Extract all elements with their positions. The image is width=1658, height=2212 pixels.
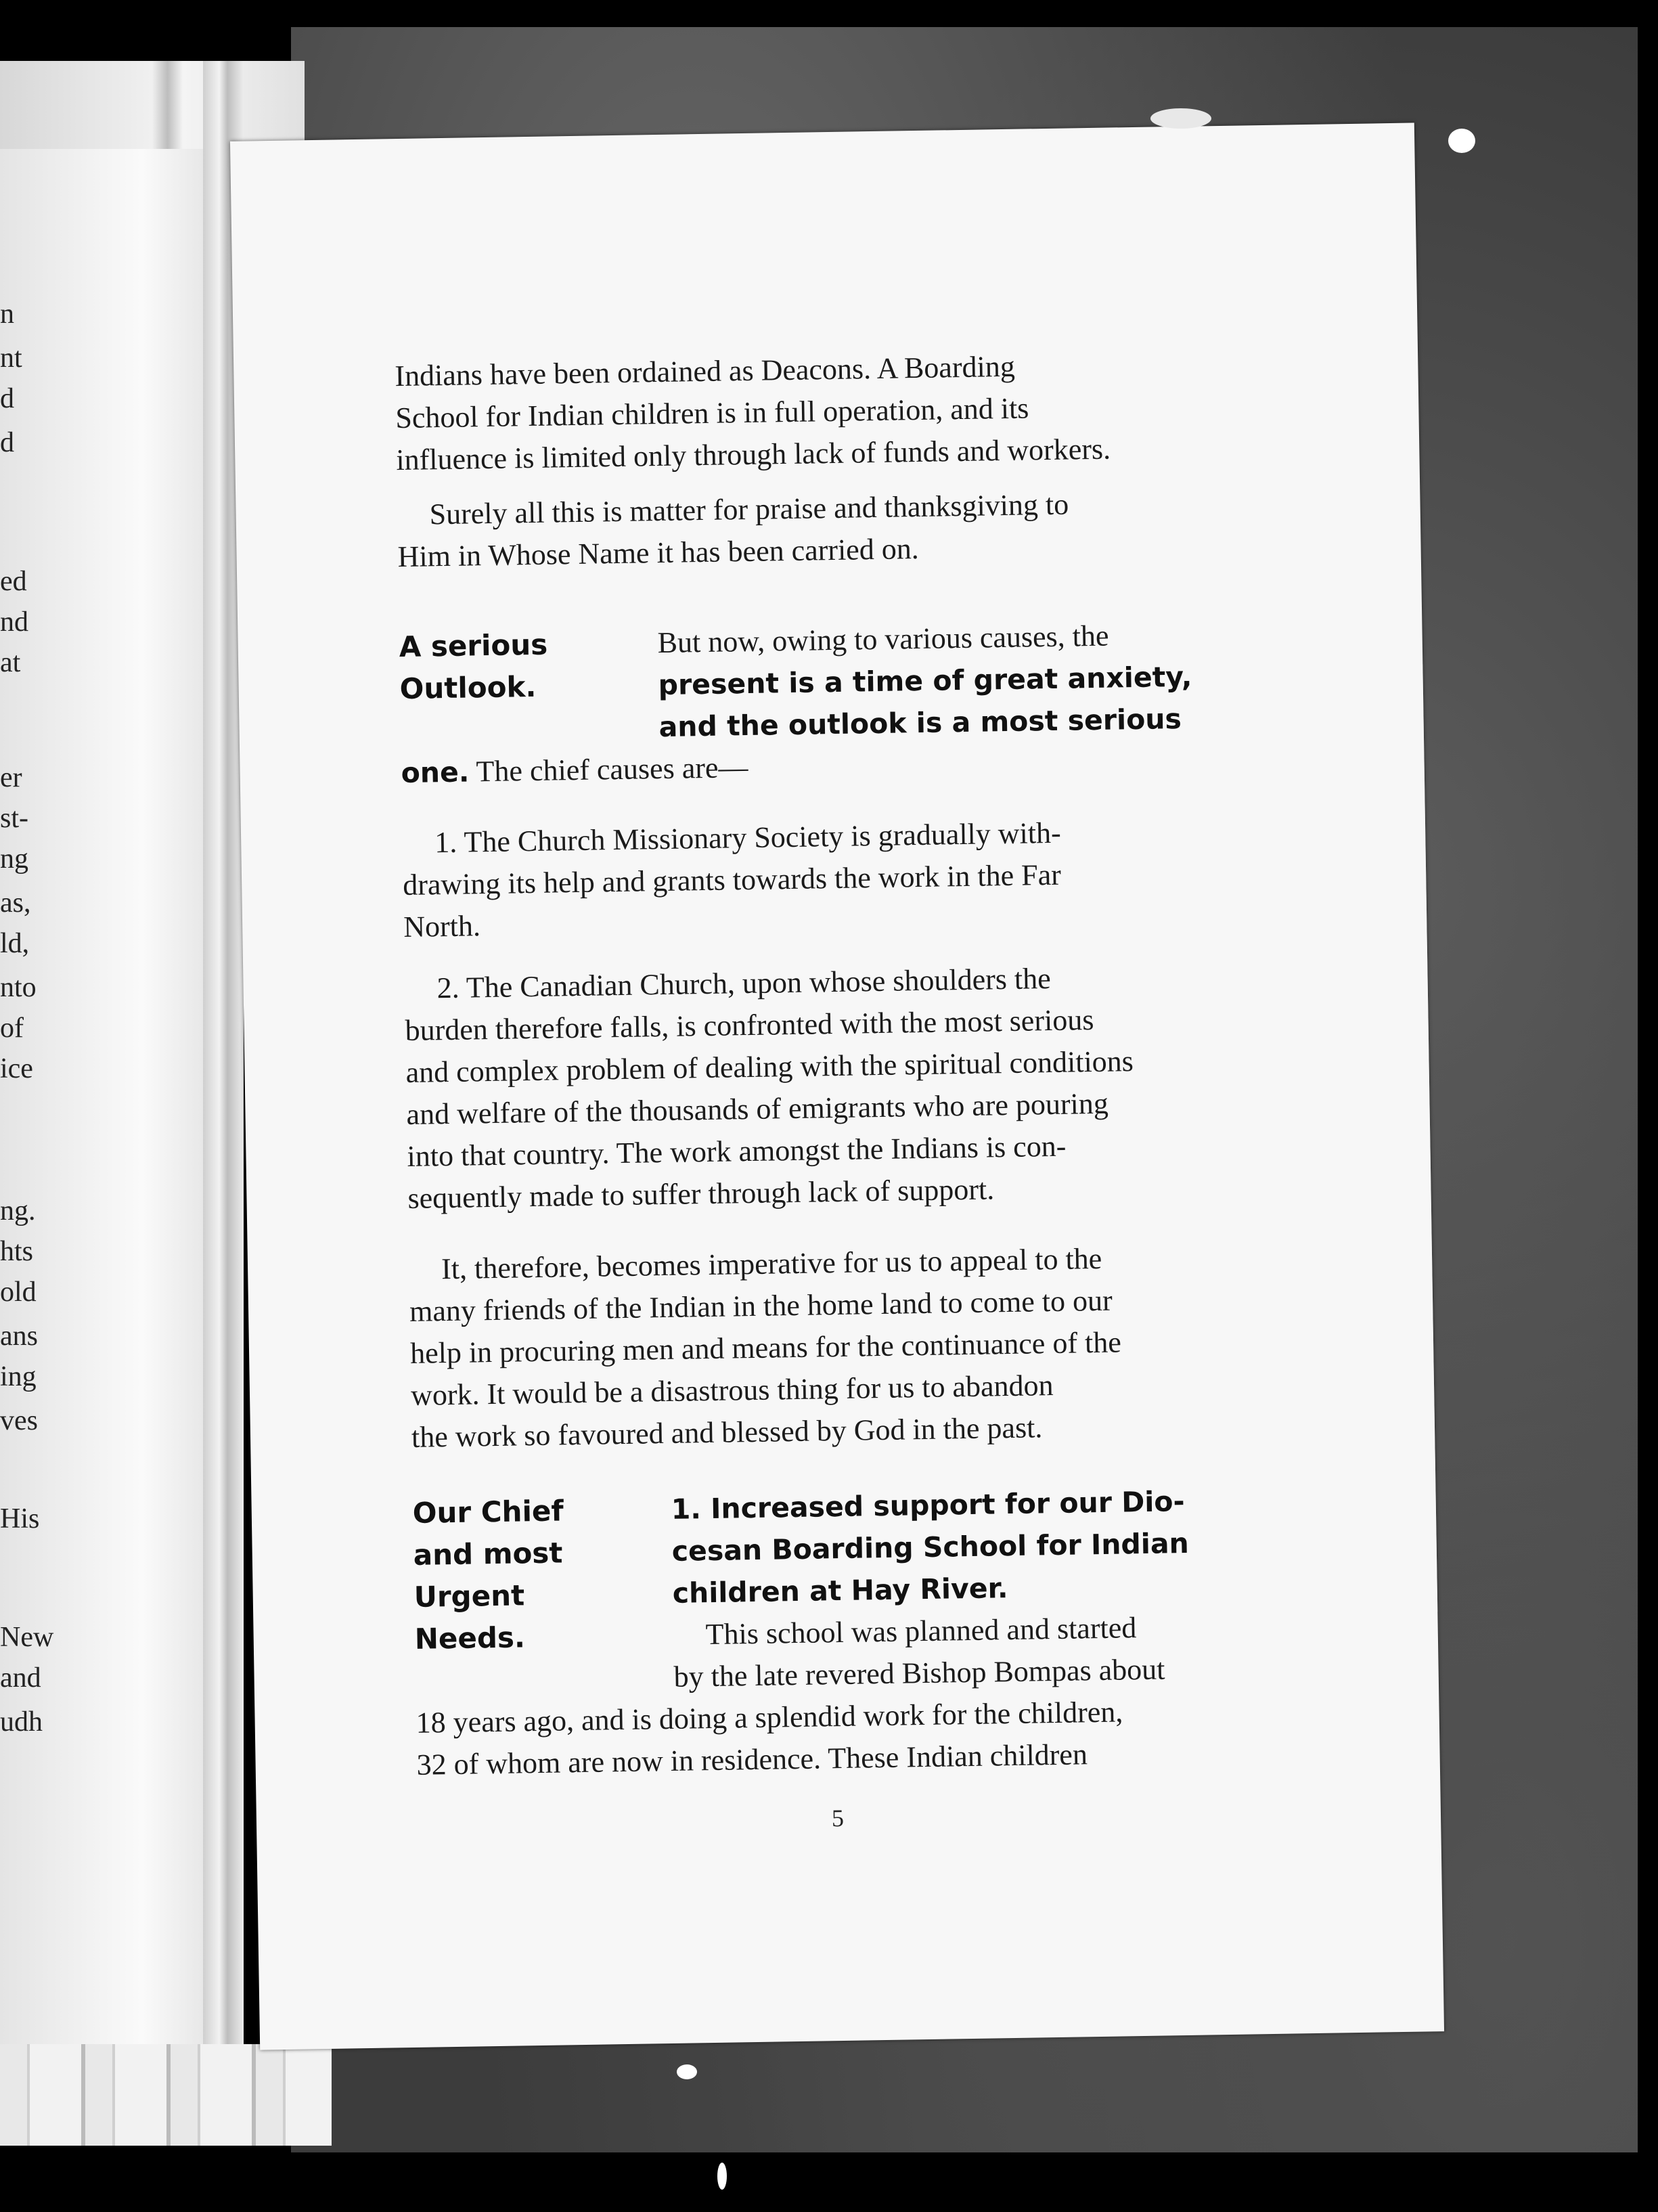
left-page-fragment: ice (0, 1053, 33, 1084)
appeal-paragraph (409, 1236, 1211, 1458)
left-page-fragment: nt (0, 342, 22, 374)
left-page-fragment: as, (0, 887, 31, 919)
heading-line: Urgent (413, 1578, 525, 1614)
left-page-fragment: ld, (0, 928, 30, 959)
section-heading-urgent-needs (412, 1490, 566, 1660)
appeal-line: many friends of the Indian in the home land to come to our (409, 1283, 1113, 1328)
left-page-fragment: ing (0, 1361, 37, 1392)
left-page-fragment: His (0, 1503, 40, 1534)
cause-line: burden therefore falls, is confronted with the most serious (405, 1003, 1094, 1048)
praise-paragraph (397, 482, 1196, 579)
heading-line: Our Chief (412, 1494, 564, 1530)
appeal-line: the work so favoured and blessed by God in the past. (411, 1411, 1043, 1454)
outlook-continuation (401, 740, 1200, 795)
needs-body (673, 1606, 1215, 1698)
heading-line: Needs. (414, 1620, 526, 1656)
document-page (230, 123, 1444, 2050)
cause-line: into that country. The work amongst the Indians is con- (407, 1129, 1067, 1173)
needs-body-line: 32 of whom are now in residence. These Indian children (416, 1738, 1088, 1782)
outlook-bold-word: one. (401, 755, 470, 790)
intro-paragraph (395, 343, 1195, 482)
praise-line: Him in Whose Name it has been carried on. (397, 532, 920, 574)
needs-body-continuation (416, 1689, 1215, 1786)
outlook-line: But now, owing to various causes, the (657, 619, 1109, 660)
scan-speck (1150, 108, 1211, 129)
left-page-fragment: ng. (0, 1195, 36, 1226)
faded-print-area (1247, 664, 1437, 1614)
needs-body-line: This school was planned and started (705, 1611, 1137, 1652)
left-page-top-edge (0, 61, 305, 149)
appeal-line: work. It would be a disastrous thing for us to abandon (410, 1369, 1054, 1412)
needs-bold-line: children at Hay River. (672, 1572, 1008, 1610)
left-page-fragment: at (0, 647, 21, 678)
cause-line: 2. The Canadian Church, upon whose shoulders the (436, 962, 1052, 1005)
praise-line: Surely all this is matter for praise and thanksgiving to (429, 487, 1069, 531)
cause-line: and welfare of the thousands of emigrants who are pouring (406, 1086, 1109, 1131)
scan-speck (677, 2064, 697, 2079)
heading-line: Outlook. (399, 669, 537, 706)
left-page-fragment: ves (0, 1405, 38, 1436)
heading-line: and most (413, 1536, 563, 1572)
needs-body-line: by the late revered Bishop Bompas about (673, 1652, 1165, 1694)
left-page-fragment: d (0, 383, 14, 414)
left-page-fragment: New (0, 1622, 54, 1653)
left-page-fragment: ed (0, 566, 27, 597)
left-page-fragment: nd (0, 606, 28, 638)
appeal-line: It, therefore, becomes imperative for us to appeal to the (441, 1241, 1102, 1286)
heading-line: A serious (399, 627, 548, 664)
cause-1-paragraph (402, 810, 1203, 949)
left-page-fragment: st- (0, 803, 28, 834)
left-page-fragment: of (0, 1013, 24, 1044)
left-page-fragment: ans (0, 1321, 38, 1352)
scan-speck (717, 2163, 727, 2190)
intro-line: School for Indian children is in full operation, and its (395, 391, 1029, 435)
needs-body-line: 18 years ago, and is doing a splendid work for the children, (416, 1695, 1123, 1740)
needs-bold-line: 1. Increased support for our Dio- (671, 1485, 1185, 1526)
outlook-bold-line: present is a time of great anxiety, (658, 660, 1192, 702)
left-page-fragment: er (0, 762, 22, 793)
left-page-fragment: nto (0, 972, 37, 1003)
left-page-fragment: d (0, 427, 14, 458)
outlook-paragraph (657, 614, 1201, 749)
scan-speck (1448, 129, 1475, 153)
left-page-fragment: old (0, 1277, 37, 1308)
cause-line: 1. The Church Missionary Society is gradually with- (434, 816, 1062, 860)
cause-line: sequently made to suffer through lack of support. (407, 1172, 995, 1215)
left-page-fragment: hts (0, 1236, 34, 1267)
intro-line: Indians have been ordained as Deacons. A Boarding (395, 349, 1016, 393)
left-facing-page (0, 61, 203, 2064)
outlook-bold-line: and the outlook is a most serious (658, 702, 1182, 744)
left-page-bottom-edge (0, 2044, 332, 2146)
page-number: 5 (831, 1804, 845, 1832)
left-page-fragment: and (0, 1662, 41, 1694)
left-page-fragment: ng (0, 843, 28, 875)
outlook-causes-intro: The chief causes are— (468, 751, 748, 789)
left-page-fragment: n (0, 298, 14, 330)
intro-line: influence is limited only through lack of funds and workers. (395, 432, 1111, 477)
needs-bold-heading (671, 1480, 1214, 1614)
cause-line: North. (403, 909, 481, 944)
appeal-line: help in procuring men and means for the continuance of the (409, 1325, 1122, 1370)
cause-2-paragraph (404, 955, 1207, 1219)
cause-line: and complex problem of dealing with the spiritual conditions (405, 1044, 1134, 1090)
left-page-fragment: udh (0, 1706, 43, 1738)
cause-line: drawing its help and grants towards the work in the Far (402, 858, 1062, 902)
needs-bold-line: cesan Boarding School for Indian (671, 1526, 1190, 1568)
section-heading-serious-outlook (399, 624, 548, 710)
